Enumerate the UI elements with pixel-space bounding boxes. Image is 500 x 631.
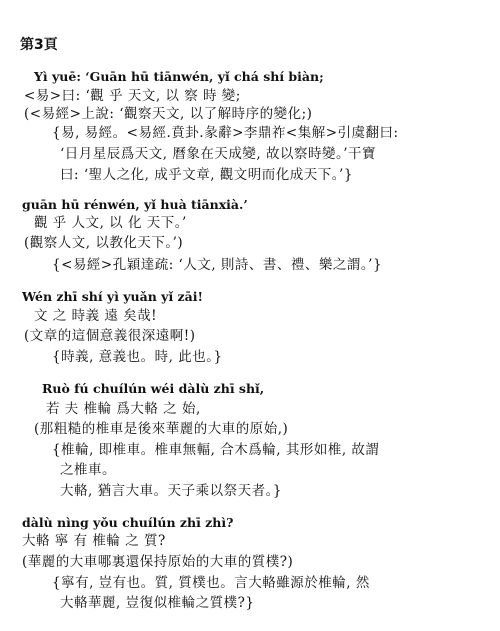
annotation-line: {寧有, 豈有也。質, 質樸也。言大輅雖源於椎輪, 然 xyxy=(52,575,370,591)
classical-text-line: 若 夫 椎輪 爲大輅 之 始, xyxy=(46,401,201,417)
pinyin-line: Yì yuē: ‘Guān hū tiānwén, yǐ chá shí biàn; xyxy=(34,69,324,84)
classical-text-line: <易>曰: ‘觀 乎 天文, 以 察 時 變; xyxy=(24,88,241,104)
annotation-line: {椎輪, 即椎車。椎車無輻, 合木爲輪, 其形如椎, 故謂 xyxy=(52,442,380,458)
pinyin-line: Ruò fú chuílún wéi dàlù zhī shǐ, xyxy=(42,381,265,396)
annotation-line: ‘日月星辰爲天文, 曆象在天成變, 故以察時變。’干寶 xyxy=(60,146,376,162)
annotation-line: 之椎車。 xyxy=(60,462,116,478)
translation-line: (<易經>上說: ‘觀察天文, 以了解時序的變化;) xyxy=(24,106,313,122)
pinyin-line: Wén zhī shí yì yuǎn yǐ zāi! xyxy=(22,289,203,304)
translation-line: (那粗糙的椎車是後來華麗的大車的原始,) xyxy=(34,421,289,437)
annotation-line: 大輅, 猶言大車。天子乘以祭天者。} xyxy=(60,483,282,499)
translation-line: (觀察人文, 以教化天下。’) xyxy=(24,235,184,251)
annotation-line: {<易經>孔穎達疏: ‘人文, 則詩、書、禮、樂之謂。’} xyxy=(52,257,383,273)
page-number-heading: 第3頁 xyxy=(20,37,58,53)
annotation-line: 曰: ‘聖人之化, 成乎文章, 觀文明而化成天下。’} xyxy=(60,167,353,183)
translation-line: (華麗的大車哪裏還保持原始的大車的質樸?) xyxy=(22,554,294,570)
pinyin-line: guān hū rénwén, yǐ huà tiānxià.’ xyxy=(22,197,248,212)
pinyin-line: dàlù nìng yǒu chuílún zhī zhì? xyxy=(22,515,234,530)
translation-line: (文章的這個意義很深遠啊!) xyxy=(24,328,196,344)
classical-text-line: 大輅 寧 有 椎輪 之 質? xyxy=(22,533,166,549)
annotation-line: 大輅華麗, 豈復似椎輪之質樸?} xyxy=(60,595,255,611)
classical-text-line: 觀 乎 人文, 以 化 天下。’ xyxy=(34,215,187,231)
classical-text-line: 文 之 時義 遠 矣哉! xyxy=(34,308,158,324)
annotation-line: {時義, 意義也。時, 此也。} xyxy=(52,349,223,365)
annotation-line: {易, 易經。<易經.賁卦.彖辭>李鼎祚<集解>引虞翻曰: xyxy=(52,125,399,141)
